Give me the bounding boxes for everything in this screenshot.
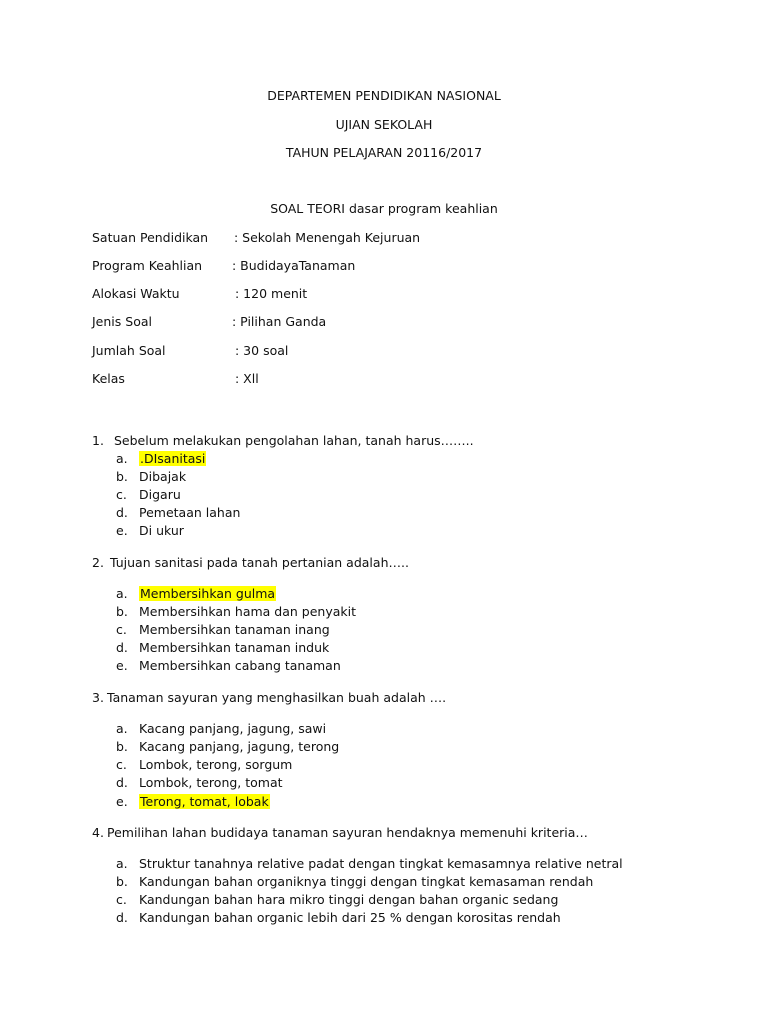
info-value: : 120 menit xyxy=(235,286,308,301)
info-value: : Sekolah Menengah Kejuruan xyxy=(234,230,421,245)
option-letter: b. xyxy=(116,874,128,889)
question-number: 3. xyxy=(92,690,104,705)
option-letter: e. xyxy=(116,658,128,673)
option-letter: a. xyxy=(116,451,128,466)
option-text: Pemetaan lahan xyxy=(139,505,241,520)
option-text: Kacang panjang, jagung, terong xyxy=(139,739,340,754)
option-text: Lombok, terong, sorgum xyxy=(139,757,293,772)
info-value: : BudidayaTanaman xyxy=(232,258,356,273)
option-text: Membersihkan tanaman inang xyxy=(139,622,330,637)
question-text: Tanaman sayuran yang menghasilkan buah adalah …. xyxy=(107,690,447,705)
question-number: 2. xyxy=(92,555,104,570)
option-text-highlighted: Membersihkan gulma xyxy=(140,586,276,601)
option-text: Kacang panjang, jagung, sawi xyxy=(139,721,327,736)
option-letter: d. xyxy=(116,505,128,520)
info-value: : Pilihan Ganda xyxy=(232,314,327,329)
option-letter: c. xyxy=(116,622,127,637)
question-number: 1. xyxy=(92,433,104,448)
option-letter: d. xyxy=(116,640,128,655)
option-text: Kandungan bahan organiknya tinggi dengan tingkat kemasaman rendah xyxy=(139,874,594,889)
option-text: Di ukur xyxy=(139,523,184,538)
info-value: : Xll xyxy=(235,371,259,386)
header-exam-name: UJIAN SEKOLAH xyxy=(335,117,433,132)
option-letter: c. xyxy=(116,757,127,772)
header-ministry: DEPARTEMEN PENDIDIKAN NASIONAL xyxy=(267,88,501,103)
option-text: Membersihkan tanaman induk xyxy=(139,640,330,655)
option-text-highlighted: .DIsanitasi xyxy=(140,451,206,466)
header-school-year: TAHUN PELAJARAN 20116/2017 xyxy=(285,145,483,160)
option-letter: a. xyxy=(116,856,128,871)
option-text: Kandungan bahan organic lebih dari 25 % dengan korositas rendah xyxy=(139,910,561,925)
info-value: : 30 soal xyxy=(235,343,289,358)
option-text: Membersihkan cabang tanaman xyxy=(139,658,341,673)
option-text: Struktur tanahnya relative padat dengan tingkat kemasamnya relative netral xyxy=(139,856,623,871)
question-number: 4. xyxy=(92,825,104,840)
option-letter: a. xyxy=(116,721,128,736)
exam-subtitle: SOAL TEORI dasar program keahlian xyxy=(270,201,498,216)
option-text: Dibajak xyxy=(139,469,187,484)
info-label: Satuan Pendidikan xyxy=(92,230,209,245)
info-label: Alokasi Waktu xyxy=(92,286,180,301)
option-letter: b. xyxy=(116,739,128,754)
option-text: Digaru xyxy=(139,487,181,502)
option-letter: b. xyxy=(116,604,128,619)
option-text: Lombok, terong, tomat xyxy=(139,775,283,790)
option-letter: e. xyxy=(116,794,128,809)
option-text: Kandungan bahan hara mikro tinggi dengan bahan organic sedang xyxy=(139,892,559,907)
option-text: Membersihkan hama dan penyakit xyxy=(139,604,356,619)
option-letter: e. xyxy=(116,523,128,538)
question-text: Pemilihan lahan budidaya tanaman sayuran hendaknya memenuhi kriteria… xyxy=(107,825,588,840)
option-letter: d. xyxy=(116,910,128,925)
question-text: Tujuan sanitasi pada tanah pertanian adalah….. xyxy=(110,555,409,570)
option-letter: d. xyxy=(116,775,128,790)
info-label: Program Keahlian xyxy=(92,258,203,273)
info-label: Kelas xyxy=(92,371,125,386)
option-letter: c. xyxy=(116,892,127,907)
question-text: Sebelum melakukan pengolahan lahan, tanah harus…….. xyxy=(114,433,474,448)
info-label: Jenis Soal xyxy=(92,314,152,329)
info-label: Jumlah Soal xyxy=(92,343,166,358)
option-letter: b. xyxy=(116,469,128,484)
option-letter: c. xyxy=(116,487,127,502)
option-text-highlighted: Terong, tomat, lobak xyxy=(140,794,269,809)
option-letter: a. xyxy=(116,586,128,601)
